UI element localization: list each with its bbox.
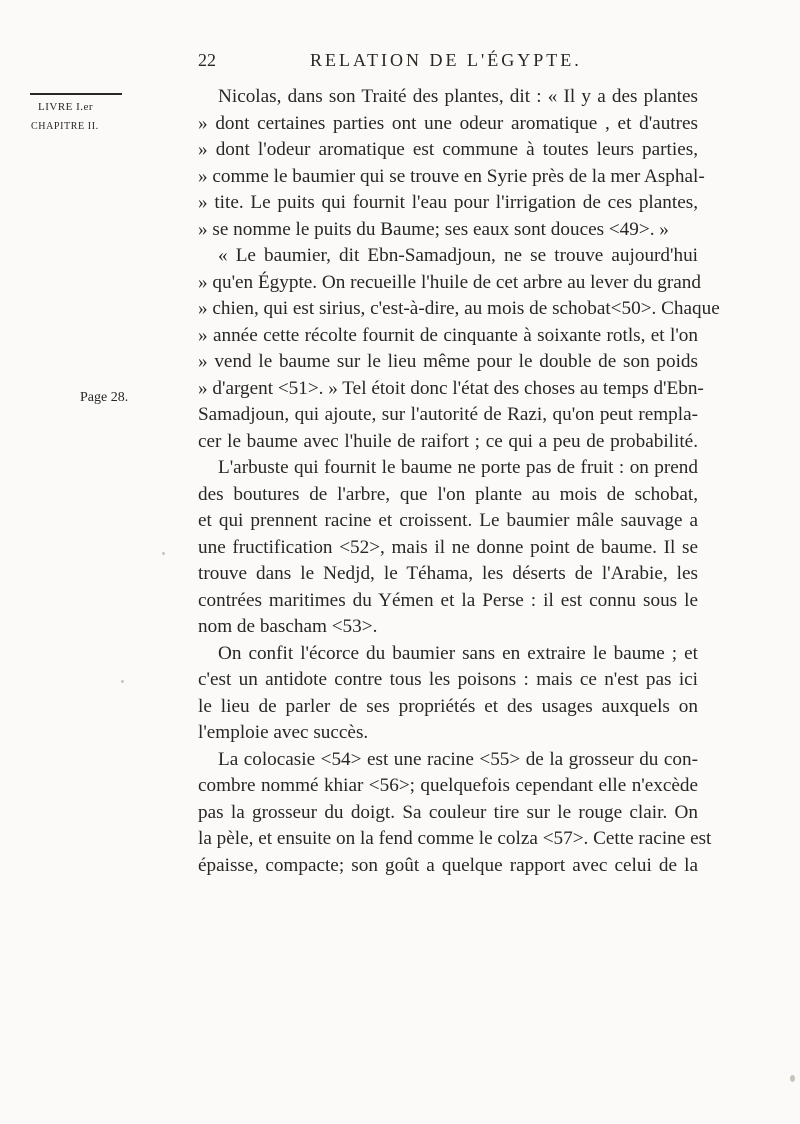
text-line: c'est un antidote contre tous les poisons : mais ce n'est pas ici bbox=[198, 669, 698, 690]
text-line: nom de bascham <53>. bbox=[198, 616, 378, 637]
body-text bbox=[198, 84, 720, 879]
margin-rule bbox=[30, 93, 122, 95]
text-line: épaisse, compacte; son goût a quelque rapport avec celui de la bbox=[198, 854, 698, 876]
text-line: Samadjoun, qui ajoute, sur l'autorité de Razi, qu'on peut rempla- bbox=[198, 404, 698, 425]
text-line: » vend le baume sur le lieu même pour le double de son poids bbox=[198, 351, 698, 372]
text-line: » chien, qui est sirius, c'est-à-dire, au mois de schobat<50>. Chaque bbox=[198, 298, 720, 319]
page-number: 22 bbox=[198, 50, 216, 70]
paper-speck bbox=[790, 1075, 795, 1082]
paper-speck bbox=[121, 680, 124, 683]
text-line: L'arbuste qui fournit le baume ne porte pas de fruit : on prend bbox=[218, 457, 698, 478]
margin-chapitre: CHAPITRE II. bbox=[31, 121, 99, 132]
text-line: et qui prennent racine et croissent. Le baumier mâle sauvage a bbox=[198, 510, 698, 531]
text-line: » tite. Le puits qui fournit l'eau pour l'irrigation de ces plantes, bbox=[198, 192, 698, 213]
text-line: l'emploie avec succès. bbox=[198, 722, 369, 743]
text-line: cer le baume avec l'huile de raifort ; ce qui a peu de probabilité. bbox=[198, 430, 698, 452]
text-line: combre nommé khiar <56>; quelquefois cependant elle n'excède bbox=[198, 775, 698, 796]
text-line: » dont l'odeur aromatique est commune à toutes leurs parties, bbox=[198, 139, 698, 160]
running-title: RELATION DE L'ÉGYPTE. bbox=[310, 50, 582, 70]
text-line: contrées maritimes du Yémen et la Perse : il est connu sous le bbox=[198, 589, 698, 611]
text-line: le lieu de parler de ses propriétés et des usages auxquels on bbox=[198, 695, 698, 717]
text-line: » qu'en Égypte. On recueille l'huile de cet arbre au lever du grand bbox=[198, 271, 701, 293]
text-line: » se nomme le puits du Baume; ses eaux sont douces <49>. » bbox=[198, 218, 669, 240]
text-line: la pèle, et ensuite on la fend comme le colza <57>. Cette racine est bbox=[198, 828, 712, 849]
text-line: La colocasie <54> est une racine <55> de la grosseur du con- bbox=[218, 748, 698, 770]
margin-livre: LIVRE I.er bbox=[38, 101, 94, 113]
text-line: » année cette récolte fournit de cinquante à soixante rotls, et l'on bbox=[198, 324, 698, 346]
text-line: » d'argent <51>. » Tel étoit donc l'état des choses au temps d'Ebn- bbox=[198, 377, 704, 399]
text-line: » dont certaines parties ont une odeur aromatique , et d'autres bbox=[198, 112, 698, 134]
text-line: une fructification <52>, mais il ne donne point de baume. Il se bbox=[198, 536, 698, 558]
text-line: trouve dans le Nedjd, le Téhama, les déserts de l'Arabie, les bbox=[198, 563, 698, 584]
paper-speck bbox=[162, 552, 165, 555]
text-line: des boutures de l'arbre, que l'on plante au mois de schobat, bbox=[198, 483, 698, 505]
text-line: Nicolas, dans son Traité des plantes, dit : « Il y a des plantes bbox=[218, 86, 698, 107]
text-line: On confit l'écorce du baumier sans en extraire le baume ; et bbox=[218, 642, 698, 664]
margin-page-reference: Page 28. bbox=[80, 390, 129, 405]
text-line: pas la grosseur du doigt. Sa couleur tire sur le rouge clair. On bbox=[198, 801, 698, 823]
text-line: « Le baumier, dit Ebn-Samadjoun, ne se trouve aujourd'hui bbox=[218, 245, 698, 266]
text-line: » comme le baumier qui se trouve en Syrie près de la mer Asphal- bbox=[198, 165, 705, 187]
